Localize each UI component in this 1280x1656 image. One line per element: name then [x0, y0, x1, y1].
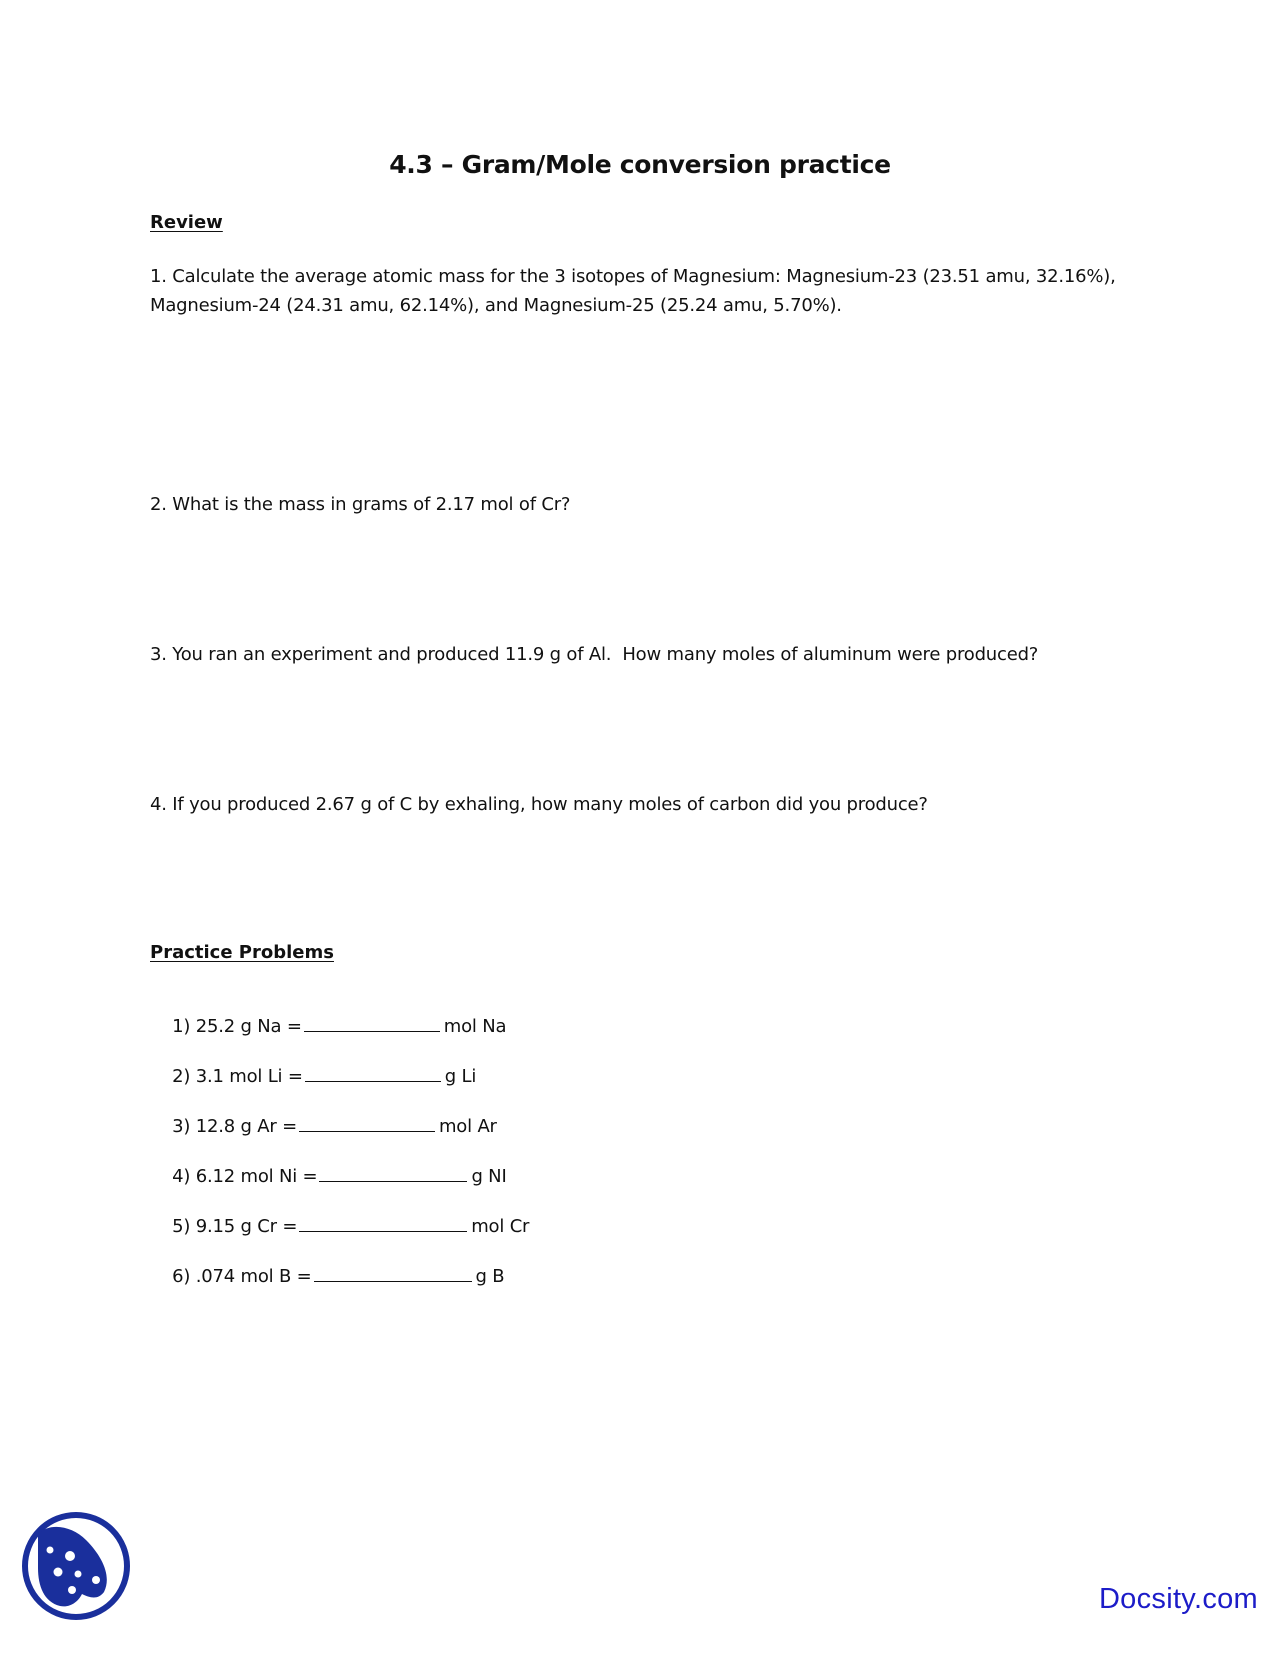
- practice-heading: Practice Problems: [150, 942, 334, 963]
- problem-prompt: 1) 25.2 g Na =: [172, 1016, 302, 1037]
- answer-blank: [299, 1217, 467, 1232]
- problem-prompt: 5) 9.15 g Cr =: [172, 1216, 298, 1237]
- problem-unit: mol Na: [443, 1016, 507, 1037]
- problem-prompt: 2) 3.1 mol Li =: [172, 1066, 303, 1087]
- problem-unit: g Li: [444, 1066, 477, 1087]
- problem-prompt: 3) 12.8 g Ar =: [172, 1116, 297, 1137]
- problem-prompt: 6) .074 mol B =: [172, 1266, 312, 1287]
- answer-blank: [299, 1117, 435, 1132]
- problem-prompt: 4) 6.12 mol Ni =: [172, 1166, 318, 1187]
- answer-blank: [319, 1167, 467, 1182]
- practice-problem-6: [150, 1245, 504, 1308]
- problem-unit: mol Ar: [438, 1116, 497, 1137]
- review-question-2: 2. What is the mass in grams of 2.17 mol of Cr?: [150, 494, 571, 515]
- answer-blank: [314, 1267, 472, 1282]
- answer-blank: [305, 1067, 441, 1082]
- review-question-1: 1. Calculate the average atomic mass for the 3 isotopes of Magnesium: Magnesium-23 (23.51 amu, 32.16%), Magnesium-24 (24.31 amu, 62.14%), and Magnesium-25 (25.24 amu, 5.70%).: [150, 266, 1116, 316]
- problem-unit: mol Cr: [471, 1216, 530, 1237]
- review-question-3: 3. You ran an experiment and produced 11.9 g of Al. How many moles of aluminum were produced?: [150, 644, 1039, 665]
- review-question-4: 4. If you produced 2.67 g of C by exhaling, how many moles of carbon did you produce?: [150, 794, 928, 815]
- review-heading: Review: [150, 212, 223, 233]
- docsity-brand-link[interactable]: Docsity.com: [1098, 1583, 1258, 1615]
- problem-unit: g B: [475, 1266, 505, 1287]
- answer-blank: [304, 1017, 440, 1032]
- page-title: 4.3 – Gram/Mole conversion practice: [389, 150, 891, 179]
- docsity-logo-icon: [20, 1510, 132, 1622]
- problem-unit: g NI: [471, 1166, 507, 1187]
